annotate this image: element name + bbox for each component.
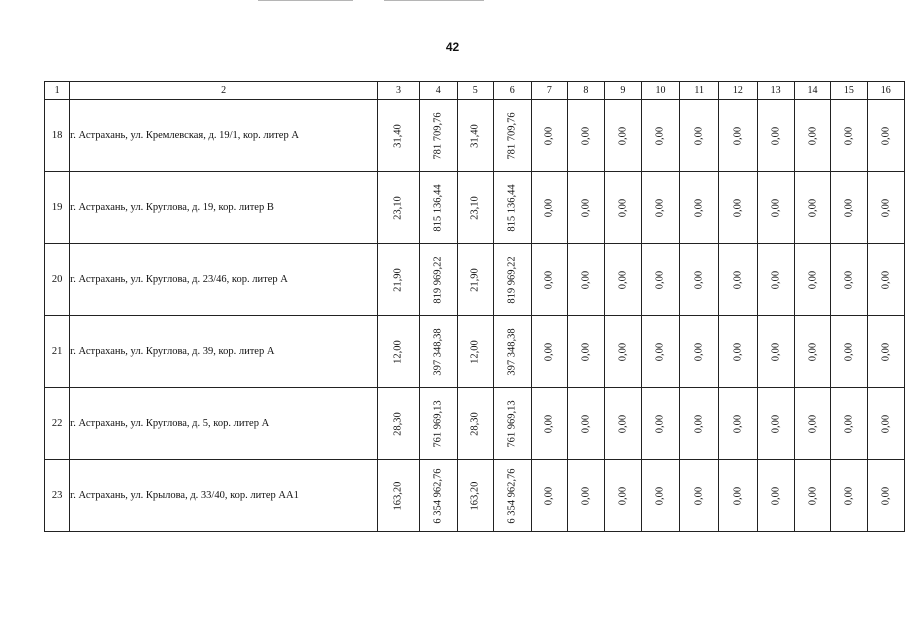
- table-body: [45, 100, 905, 532]
- column-header: 7: [531, 82, 567, 100]
- value-cell: [567, 316, 604, 388]
- value-cell: [378, 244, 420, 316]
- value-text: 397 348,38: [432, 327, 444, 376]
- value-cell: [794, 100, 830, 172]
- value-text: 0,00: [543, 342, 555, 361]
- value-cell: [719, 172, 757, 244]
- column-header: 13: [757, 82, 794, 100]
- value-text: 761 969,13: [506, 399, 518, 448]
- value-cell: [680, 172, 719, 244]
- value-cell: [493, 100, 531, 172]
- value-text: 815 136,44: [506, 183, 518, 232]
- value-text: 0,00: [843, 414, 855, 433]
- value-text: 0,00: [880, 198, 892, 217]
- value-cell: [567, 244, 604, 316]
- value-text: 0,00: [617, 198, 629, 217]
- value-text: 781 709,76: [432, 111, 444, 160]
- value-cell: [531, 316, 567, 388]
- value-text: 0,00: [807, 342, 819, 361]
- value-text: 0,00: [880, 270, 892, 289]
- value-text: 0,00: [654, 342, 666, 361]
- value-cell: [531, 244, 567, 316]
- value-cell: [867, 460, 904, 532]
- value-text: 28,30: [469, 411, 481, 436]
- table-row: [45, 244, 905, 316]
- value-cell: [719, 316, 757, 388]
- column-header: 6: [493, 82, 531, 100]
- scan-artifact: [258, 0, 353, 1]
- address-cell: г. Астрахань, ул. Кремлевская, д. 19/1, кор. литер А: [70, 100, 378, 172]
- column-header: 3: [378, 82, 420, 100]
- value-text: 0,00: [732, 414, 744, 433]
- value-cell: [641, 460, 679, 532]
- row-number: 19: [45, 172, 70, 244]
- value-text: 28,30: [392, 411, 404, 436]
- value-cell: [604, 460, 641, 532]
- column-header: 10: [641, 82, 679, 100]
- table-row: [45, 172, 905, 244]
- value-text: 0,00: [770, 198, 782, 217]
- value-text: 0,00: [807, 126, 819, 145]
- value-text: 0,00: [843, 342, 855, 361]
- column-header: 14: [794, 82, 830, 100]
- value-text: 0,00: [843, 198, 855, 217]
- value-text: 163,20: [469, 481, 481, 510]
- value-text: 0,00: [693, 270, 705, 289]
- value-text: 31,40: [469, 123, 481, 148]
- column-header: 11: [680, 82, 719, 100]
- value-text: 0,00: [843, 270, 855, 289]
- value-text: 0,00: [880, 486, 892, 505]
- value-text: 21,90: [392, 267, 404, 292]
- value-text: 0,00: [732, 126, 744, 145]
- value-text: 0,00: [732, 486, 744, 505]
- value-text: 0,00: [543, 126, 555, 145]
- row-number: 21: [45, 316, 70, 388]
- value-text: 6 354 962,76: [432, 467, 444, 524]
- address-cell: г. Астрахань, ул. Круглова, д. 5, кор. литер А: [70, 388, 378, 460]
- value-text: 0,00: [693, 198, 705, 217]
- column-header: 1: [45, 82, 70, 100]
- value-cell: [531, 460, 567, 532]
- value-cell: [831, 172, 867, 244]
- value-cell: [567, 100, 604, 172]
- table-row: [45, 100, 905, 172]
- value-cell: [378, 100, 420, 172]
- column-header: 2: [70, 82, 378, 100]
- row-number: 18: [45, 100, 70, 172]
- value-cell: [493, 316, 531, 388]
- value-cell: [419, 316, 457, 388]
- value-cell: [419, 388, 457, 460]
- value-text: 23,10: [392, 195, 404, 220]
- value-text: 0,00: [580, 342, 592, 361]
- value-text: 0,00: [732, 270, 744, 289]
- value-cell: [457, 316, 493, 388]
- value-cell: [493, 388, 531, 460]
- column-header: 9: [604, 82, 641, 100]
- table-header-row: [45, 82, 905, 100]
- value-cell: [867, 244, 904, 316]
- value-text: 819 969,22: [432, 255, 444, 304]
- value-cell: [641, 100, 679, 172]
- row-number: 23: [45, 460, 70, 532]
- value-cell: [493, 244, 531, 316]
- table-row: [45, 388, 905, 460]
- value-text: 819 969,22: [506, 255, 518, 304]
- value-text: 0,00: [617, 486, 629, 505]
- value-text: 815 136,44: [432, 183, 444, 232]
- value-text: 0,00: [770, 342, 782, 361]
- value-text: 781 709,76: [506, 111, 518, 160]
- value-cell: [457, 460, 493, 532]
- value-text: 0,00: [543, 270, 555, 289]
- value-cell: [641, 388, 679, 460]
- value-cell: [567, 460, 604, 532]
- value-cell: [457, 388, 493, 460]
- value-cell: [457, 100, 493, 172]
- value-cell: [867, 100, 904, 172]
- value-cell: [641, 316, 679, 388]
- value-cell: [794, 460, 830, 532]
- data-table: [44, 81, 905, 532]
- value-text: 0,00: [807, 486, 819, 505]
- value-cell: [719, 100, 757, 172]
- value-cell: [604, 100, 641, 172]
- table-row: [45, 460, 905, 532]
- value-cell: [419, 100, 457, 172]
- value-cell: [680, 244, 719, 316]
- value-cell: [378, 172, 420, 244]
- value-text: 23,10: [469, 195, 481, 220]
- value-cell: [794, 388, 830, 460]
- value-cell: [419, 244, 457, 316]
- value-text: 0,00: [693, 486, 705, 505]
- value-cell: [831, 244, 867, 316]
- value-text: 0,00: [580, 270, 592, 289]
- value-text: 0,00: [770, 270, 782, 289]
- value-cell: [794, 172, 830, 244]
- value-text: 0,00: [580, 126, 592, 145]
- value-text: 0,00: [770, 486, 782, 505]
- value-cell: [757, 388, 794, 460]
- value-cell: [378, 316, 420, 388]
- value-cell: [831, 100, 867, 172]
- value-cell: [757, 316, 794, 388]
- value-cell: [531, 100, 567, 172]
- value-cell: [757, 460, 794, 532]
- value-cell: [719, 388, 757, 460]
- value-cell: [831, 460, 867, 532]
- value-text: 0,00: [732, 198, 744, 217]
- value-text: 0,00: [580, 414, 592, 433]
- value-text: 0,00: [617, 126, 629, 145]
- value-cell: [378, 388, 420, 460]
- value-cell: [567, 172, 604, 244]
- value-text: 0,00: [693, 342, 705, 361]
- value-text: 0,00: [543, 414, 555, 433]
- row-number: 20: [45, 244, 70, 316]
- address-cell: г. Астрахань, ул. Круглова, д. 23/46, кор. литер А: [70, 244, 378, 316]
- value-cell: [794, 244, 830, 316]
- value-text: 0,00: [654, 414, 666, 433]
- page-number: 42: [445, 40, 460, 54]
- value-text: 0,00: [807, 414, 819, 433]
- value-cell: [419, 460, 457, 532]
- value-text: 0,00: [654, 270, 666, 289]
- value-cell: [680, 100, 719, 172]
- value-cell: [867, 388, 904, 460]
- value-text: 0,00: [617, 414, 629, 433]
- value-text: 0,00: [770, 126, 782, 145]
- value-text: 0,00: [807, 198, 819, 217]
- value-text: 6 354 962,76: [506, 467, 518, 524]
- value-text: 761 969,13: [432, 399, 444, 448]
- value-text: 31,40: [392, 123, 404, 148]
- value-cell: [757, 172, 794, 244]
- column-header: 16: [867, 82, 904, 100]
- value-cell: [867, 172, 904, 244]
- value-text: 0,00: [654, 198, 666, 217]
- value-cell: [757, 100, 794, 172]
- value-cell: [378, 460, 420, 532]
- value-text: 0,00: [543, 198, 555, 217]
- value-cell: [457, 172, 493, 244]
- value-text: 0,00: [880, 126, 892, 145]
- address-cell: г. Астрахань, ул. Круглова, д. 19, кор. литер В: [70, 172, 378, 244]
- column-header: 5: [457, 82, 493, 100]
- value-text: 0,00: [880, 342, 892, 361]
- value-cell: [719, 460, 757, 532]
- value-cell: [794, 316, 830, 388]
- value-text: 397 348,38: [506, 327, 518, 376]
- value-cell: [641, 244, 679, 316]
- column-header: 4: [419, 82, 457, 100]
- column-header: 8: [567, 82, 604, 100]
- value-cell: [831, 316, 867, 388]
- value-text: 0,00: [843, 126, 855, 145]
- value-cell: [604, 388, 641, 460]
- value-cell: [831, 388, 867, 460]
- table-row: [45, 316, 905, 388]
- scan-artifact: [384, 0, 484, 1]
- value-text: 0,00: [693, 126, 705, 145]
- value-text: 21,90: [469, 267, 481, 292]
- value-text: 0,00: [543, 486, 555, 505]
- value-text: 0,00: [617, 270, 629, 289]
- column-header: 15: [831, 82, 867, 100]
- value-cell: [457, 244, 493, 316]
- value-text: 0,00: [654, 486, 666, 505]
- value-cell: [719, 244, 757, 316]
- value-cell: [567, 388, 604, 460]
- value-text: 12,00: [469, 339, 481, 364]
- value-text: 0,00: [880, 414, 892, 433]
- value-cell: [604, 316, 641, 388]
- value-cell: [531, 172, 567, 244]
- value-text: 0,00: [580, 486, 592, 505]
- value-text: 0,00: [843, 486, 855, 505]
- value-cell: [493, 172, 531, 244]
- value-text: 12,00: [392, 339, 404, 364]
- row-number: 22: [45, 388, 70, 460]
- value-cell: [493, 460, 531, 532]
- column-header: 12: [719, 82, 757, 100]
- value-cell: [641, 172, 679, 244]
- value-text: 0,00: [770, 414, 782, 433]
- value-cell: [757, 244, 794, 316]
- address-cell: г. Астрахань, ул. Крылова, д. 33/40, кор. литер АА1: [70, 460, 378, 532]
- value-text: 0,00: [617, 342, 629, 361]
- value-cell: [680, 388, 719, 460]
- value-cell: [680, 316, 719, 388]
- value-cell: [531, 388, 567, 460]
- value-cell: [680, 460, 719, 532]
- value-text: 0,00: [580, 198, 592, 217]
- value-text: 0,00: [732, 342, 744, 361]
- value-cell: [867, 316, 904, 388]
- value-cell: [604, 172, 641, 244]
- value-cell: [604, 244, 641, 316]
- value-text: 0,00: [654, 126, 666, 145]
- value-text: 0,00: [693, 414, 705, 433]
- value-cell: [419, 172, 457, 244]
- value-text: 163,20: [392, 481, 404, 510]
- address-cell: г. Астрахань, ул. Круглова, д. 39, кор. литер А: [70, 316, 378, 388]
- value-text: 0,00: [807, 270, 819, 289]
